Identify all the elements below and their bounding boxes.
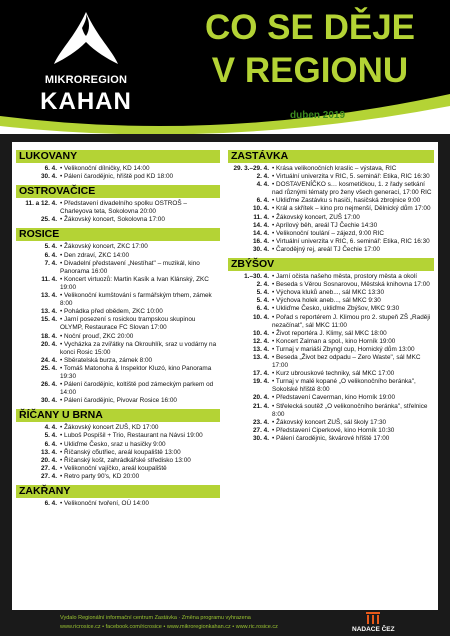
- event-date: 23. 4.: [253, 418, 269, 426]
- event-text: • Žákovský koncert ZUŠ, KD 17:00: [60, 424, 159, 432]
- logo-text-mikroregion: MIKROREGION: [44, 74, 128, 86]
- event-item: [16, 165, 220, 173]
- event-text: • Velikonoční tvoření, OÚ 14:00: [60, 500, 149, 507]
- event-text: • Říčanský cбutřiec, areál koupaliště 13:00: [60, 448, 181, 456]
- event-date: 30. 4.: [253, 434, 269, 442]
- issue-date: duben 2019: [290, 110, 346, 121]
- event-date: 27. 4.: [253, 426, 269, 434]
- event-date: 10. 4.: [253, 205, 269, 213]
- event-text: • Velikonoční vajíčko, areál koupaliště: [60, 464, 167, 472]
- event-date: 6. 4.: [256, 197, 269, 205]
- event-text: • Žákovský koncert ZUŠ, sál školy 17:30: [272, 418, 387, 426]
- event-date: 6. 4.: [44, 500, 57, 507]
- event-text: • Pálení čarodějnic, škvárové hřiště 17:00: [272, 434, 390, 442]
- cez-logo-icon: [366, 612, 380, 624]
- event-text: • Pálení čarodějnic, Pivovar Rosice 16:00: [60, 397, 177, 405]
- event-text: • Život reportéra J. Klimy, sál MKC 18:00: [272, 329, 387, 337]
- event-item: [228, 289, 434, 297]
- event-item: [228, 305, 434, 313]
- event-text: • Sběratelská burza, zámek 8:00: [60, 356, 153, 364]
- event-date: 27. 4.: [41, 472, 57, 480]
- header: [0, 0, 450, 134]
- event-date: 5. 4.: [256, 289, 269, 297]
- left-column: [16, 150, 220, 512]
- sponsor-label: NADACE ČEZ: [352, 626, 395, 633]
- event-item: [16, 200, 220, 216]
- event-date: 4. 4.: [44, 424, 57, 432]
- event-item: [16, 173, 220, 181]
- event-date: 5. 4.: [44, 243, 57, 251]
- event-item: [228, 214, 434, 222]
- event-text: • Luboš Pospíšil + Trio, Restaurant na Návsi 19:00: [60, 432, 203, 440]
- event-item: [228, 435, 434, 443]
- event-date: 29. 3.–29. 4.: [233, 165, 269, 172]
- event-item: [16, 316, 220, 332]
- event-date: 13. 4.: [253, 345, 269, 353]
- event-text: • Jarní posezení s rosickou trampskou skupinou OLYMP, Restaurace FC Slovan 17:00: [60, 316, 196, 332]
- event-date: 13. 4.: [41, 308, 57, 316]
- event-text: • Koncert virtuozů: Martin Kasík a Ivan Klánský, ZKC 19:00: [60, 275, 209, 291]
- event-text: • Retro party 90's, KD 20:00: [60, 472, 140, 480]
- event-date: 14. 4.: [253, 229, 269, 237]
- event-item: [16, 500, 220, 508]
- event-list: [16, 200, 220, 224]
- event-item: [228, 314, 434, 330]
- event-item: [16, 424, 220, 432]
- event-item: [16, 365, 220, 381]
- event-item: [16, 333, 220, 341]
- event-date: 16. 4.: [253, 237, 269, 245]
- event-item: [228, 230, 434, 238]
- event-item: [16, 381, 220, 397]
- event-date: 5. 4.: [44, 432, 57, 440]
- event-item: [16, 260, 220, 276]
- event-item: [228, 403, 434, 419]
- events-panel: [12, 142, 438, 610]
- event-date: 13. 4.: [41, 292, 57, 300]
- event-date: 18. 4.: [41, 332, 57, 340]
- event-text: • Noční prouď, ZKC 20:00: [60, 332, 134, 340]
- event-date: 6. 4.: [44, 165, 57, 172]
- event-date: 4. 4.: [256, 181, 269, 189]
- event-item: [228, 222, 434, 230]
- event-text: • Velikonoční toulání – zájezd, 9:00 RIC: [272, 229, 385, 237]
- event-date: 19. 4.: [253, 378, 269, 386]
- event-item: [228, 427, 434, 435]
- event-date: 26. 4.: [41, 381, 57, 389]
- event-item: [16, 441, 220, 449]
- event-list: [16, 243, 220, 405]
- event-text: • Ukliďme Česko, ukliďme Zbýšov, MKC 9:30: [272, 305, 400, 313]
- event-item: [228, 181, 434, 197]
- event-text: • Pálení čarodějnic, hřiště pod KD 18:00: [60, 173, 174, 181]
- event-text: • Virtuální univerzita v RIC, 5. seminář: Etika, RIC 16:30: [272, 173, 430, 181]
- title-line-2: V REGIONU: [211, 51, 409, 90]
- event-item: [228, 419, 434, 427]
- event-item: [16, 465, 220, 473]
- event-date: 13. 4.: [41, 448, 57, 456]
- event-date: 10. 4.: [253, 329, 269, 337]
- event-date: 12. 4.: [253, 337, 269, 345]
- event-item: [228, 173, 434, 181]
- event-text: • Představení Caverman, kino Horník 19:00: [272, 394, 396, 402]
- event-date: 20. 4.: [41, 340, 57, 348]
- event-item: [228, 238, 434, 246]
- event-list: [16, 165, 220, 181]
- event-date: 25. 4.: [41, 364, 57, 372]
- event-text: • Král a skřítek – kino pro nejmenší, Dělnický dům 17:00: [272, 205, 431, 213]
- event-item: [228, 205, 434, 213]
- event-text: • Jarní očista našeho města, prostory města a okolí: [272, 273, 418, 281]
- event-item: [16, 243, 220, 251]
- event-date: 6. 4.: [44, 440, 57, 448]
- event-item: [228, 354, 434, 370]
- event-date: 7. 4.: [44, 259, 57, 267]
- event-date: 6. 4.: [256, 305, 269, 313]
- event-text: • Beseda s Věrou Sosnarovou, Městská knihovna 17:00: [272, 281, 430, 289]
- event-date: 27. 4.: [41, 464, 57, 472]
- event-text: • Žákovský koncert, Sokolovna 17:00: [60, 216, 165, 224]
- event-item: [16, 473, 220, 481]
- event-list: [228, 273, 434, 443]
- event-item: [228, 330, 434, 338]
- event-date: 6. 4.: [44, 251, 57, 259]
- event-text: • Představení divadelního spolku OSTROŠ – Charleyova teta, Sokolovna 20:00: [60, 200, 187, 216]
- event-date: 1.–30. 4.: [244, 273, 269, 281]
- event-item: [16, 432, 220, 440]
- event-date: 2. 4.: [256, 281, 269, 289]
- event-text: • Žákovský koncert, ZKC 17:00: [60, 243, 148, 251]
- event-text: • Vycházka za zvířátky na Okrouhlík, sraz u vodárny na konci Rosic 15:00: [60, 340, 217, 356]
- event-text: • Říčanský košt, zahrádkářské středisko 13:00: [60, 456, 191, 464]
- event-date: 30. 4.: [41, 173, 57, 181]
- event-text: • Ukliďme Česko, sraz u hasičky 9:00: [60, 440, 166, 448]
- event-text: • Koncert Zalman a spol., kino Horník 19:00: [272, 337, 396, 345]
- header-swoosh: [0, 92, 450, 134]
- event-text: • Virtuální univerzita v RIC, 6. seminář: Etika, RIC 16:30: [272, 237, 430, 245]
- event-item: [16, 308, 220, 316]
- event-text: • Představení Ciperkové, kino Horník 10:30: [272, 426, 395, 434]
- event-text: • Pálení čarodějnic, koltiště pod zámeckým parkem od 14:00: [60, 381, 214, 397]
- event-date: 5. 4.: [256, 297, 269, 305]
- event-date: 20. 4.: [253, 394, 269, 402]
- event-date: 15. 4.: [41, 316, 57, 324]
- event-text: • Divadelní představení „Nestíhat" – muzikál, kino Panorama 16:00: [60, 259, 200, 275]
- section-title-ricany-u-brna: ŘÍČANY U BRNA: [16, 409, 220, 422]
- event-date: 14. 4.: [253, 221, 269, 229]
- event-date: 21. 4.: [253, 402, 269, 410]
- event-text: • Kurz ubrouskové techniky, sál MKC 17:00: [272, 370, 395, 378]
- event-text: • Krása velikonočních kraslic – výstava, RIC: [272, 165, 397, 172]
- event-list: [16, 424, 220, 481]
- event-text: • Turnaj v mariáši Zbyngl cup, Hornický dům 13:00: [272, 345, 415, 353]
- event-item: [228, 165, 434, 173]
- event-date: 25. 4.: [41, 216, 57, 224]
- event-item: [228, 273, 434, 281]
- event-text: • Turnaj v malé kopané „O velikonočního beránka", Sokolské hřiště 8:00: [272, 378, 416, 394]
- event-text: • Výchova holek aneb..., sál MKC 9:30: [272, 297, 381, 305]
- event-date: 30. 4.: [41, 397, 57, 405]
- section-title-zastavka: ZASTÁVKA: [228, 150, 434, 163]
- event-item: [16, 252, 220, 260]
- event-text: • Výchova kluků aneb..., sál MKC 13:30: [272, 289, 385, 297]
- event-item: [228, 338, 434, 346]
- event-text: • Den zdraví, ZKC 14:00: [60, 251, 130, 259]
- right-column: [228, 150, 434, 447]
- event-text: • Čarodějný rej, areál TJ Čechie 17:00: [272, 245, 380, 253]
- event-text: • DOSTAVENÍČKO s… kosmetičkou, 1. z řady setkání nad různými tématy pro ženy všech generací, 17:00 RIC: [272, 181, 432, 197]
- event-item: [228, 281, 434, 289]
- event-item: [16, 276, 220, 292]
- footer: [0, 612, 450, 636]
- event-item: [228, 378, 434, 394]
- event-date: 17. 4.: [253, 370, 269, 378]
- event-item: [16, 292, 220, 308]
- footer-links: www.ricrosice.cz • facebook.com/ricrosice • www.mikroregionkahan.cz • www.ric.rosice.cz: [60, 624, 278, 630]
- event-date: 30. 4.: [253, 245, 269, 253]
- event-text: • Pořad s reportérem J. Klimou pro 2. stupeň ZŠ „Raději nezačínat", sál MKC 11:00: [272, 313, 431, 329]
- event-date: 11. 4.: [41, 275, 57, 283]
- event-item: [228, 370, 434, 378]
- section-title-rosice: ROSICE: [16, 228, 220, 241]
- event-date: 24. 4.: [41, 356, 57, 364]
- title-line-1: CO SE DĚJE: [204, 8, 416, 47]
- kahan-lamp-icon: [52, 8, 120, 72]
- event-text: • Velikonoční kumštování s farmářským trhem, zámek 8:00: [60, 292, 212, 308]
- event-item: [16, 341, 220, 357]
- event-date: 11. 4.: [253, 213, 269, 221]
- event-text: • Žákovský koncert, ZUŠ 17:00: [272, 213, 360, 221]
- event-item: [16, 449, 220, 457]
- event-item: [228, 346, 434, 354]
- event-date: 2. 4.: [256, 173, 269, 181]
- event-item: [228, 246, 434, 254]
- footer-publisher: Vydalo Regionální informační centrum Zastávka · Změna programu vyhrazena: [60, 615, 251, 621]
- event-date: 10. 4.: [253, 313, 269, 321]
- event-date: 11. a 12. 4.: [25, 200, 57, 208]
- event-item: [16, 357, 220, 365]
- event-list: [228, 165, 434, 254]
- event-text: • Velikonoční dílničky, KD 14:00: [60, 165, 150, 172]
- section-title-lukovany: LUKOVANY: [16, 150, 220, 163]
- event-date: 20. 4.: [41, 456, 57, 464]
- event-text: • Beseda „Život bez odpadu – Zero Waste", sál MKC 17:00: [272, 353, 421, 370]
- section-title-zbysov: ZBÝŠOV: [228, 258, 434, 271]
- event-item: [16, 397, 220, 405]
- section-title-zakrany: ZAKŘANY: [16, 485, 220, 498]
- event-text: • Střelecká soutěž „O velikonočního beránka", střelnice 8:00: [272, 402, 428, 418]
- section-title-ostrovacice: OSTROVAČICE: [16, 185, 220, 198]
- event-text: • Pohádka před obědem, ZKC 10:00: [60, 308, 163, 316]
- event-text: • Aprílový běh, areál TJ Čechie 14:30: [272, 221, 378, 229]
- event-item: [228, 394, 434, 402]
- event-item: [16, 457, 220, 465]
- event-list: [16, 500, 220, 508]
- event-text: • Ukliďme Zastávku s hasiči, hasičská zbrojnice 9:00: [272, 197, 421, 205]
- logo-text-kahan: KAHAN: [40, 88, 132, 115]
- event-date: 13. 4.: [253, 353, 269, 361]
- event-text: • Tomáš Matonoha & Inspektor Kluzó, kino Panorama 19:30: [60, 364, 212, 380]
- event-item: [16, 216, 220, 224]
